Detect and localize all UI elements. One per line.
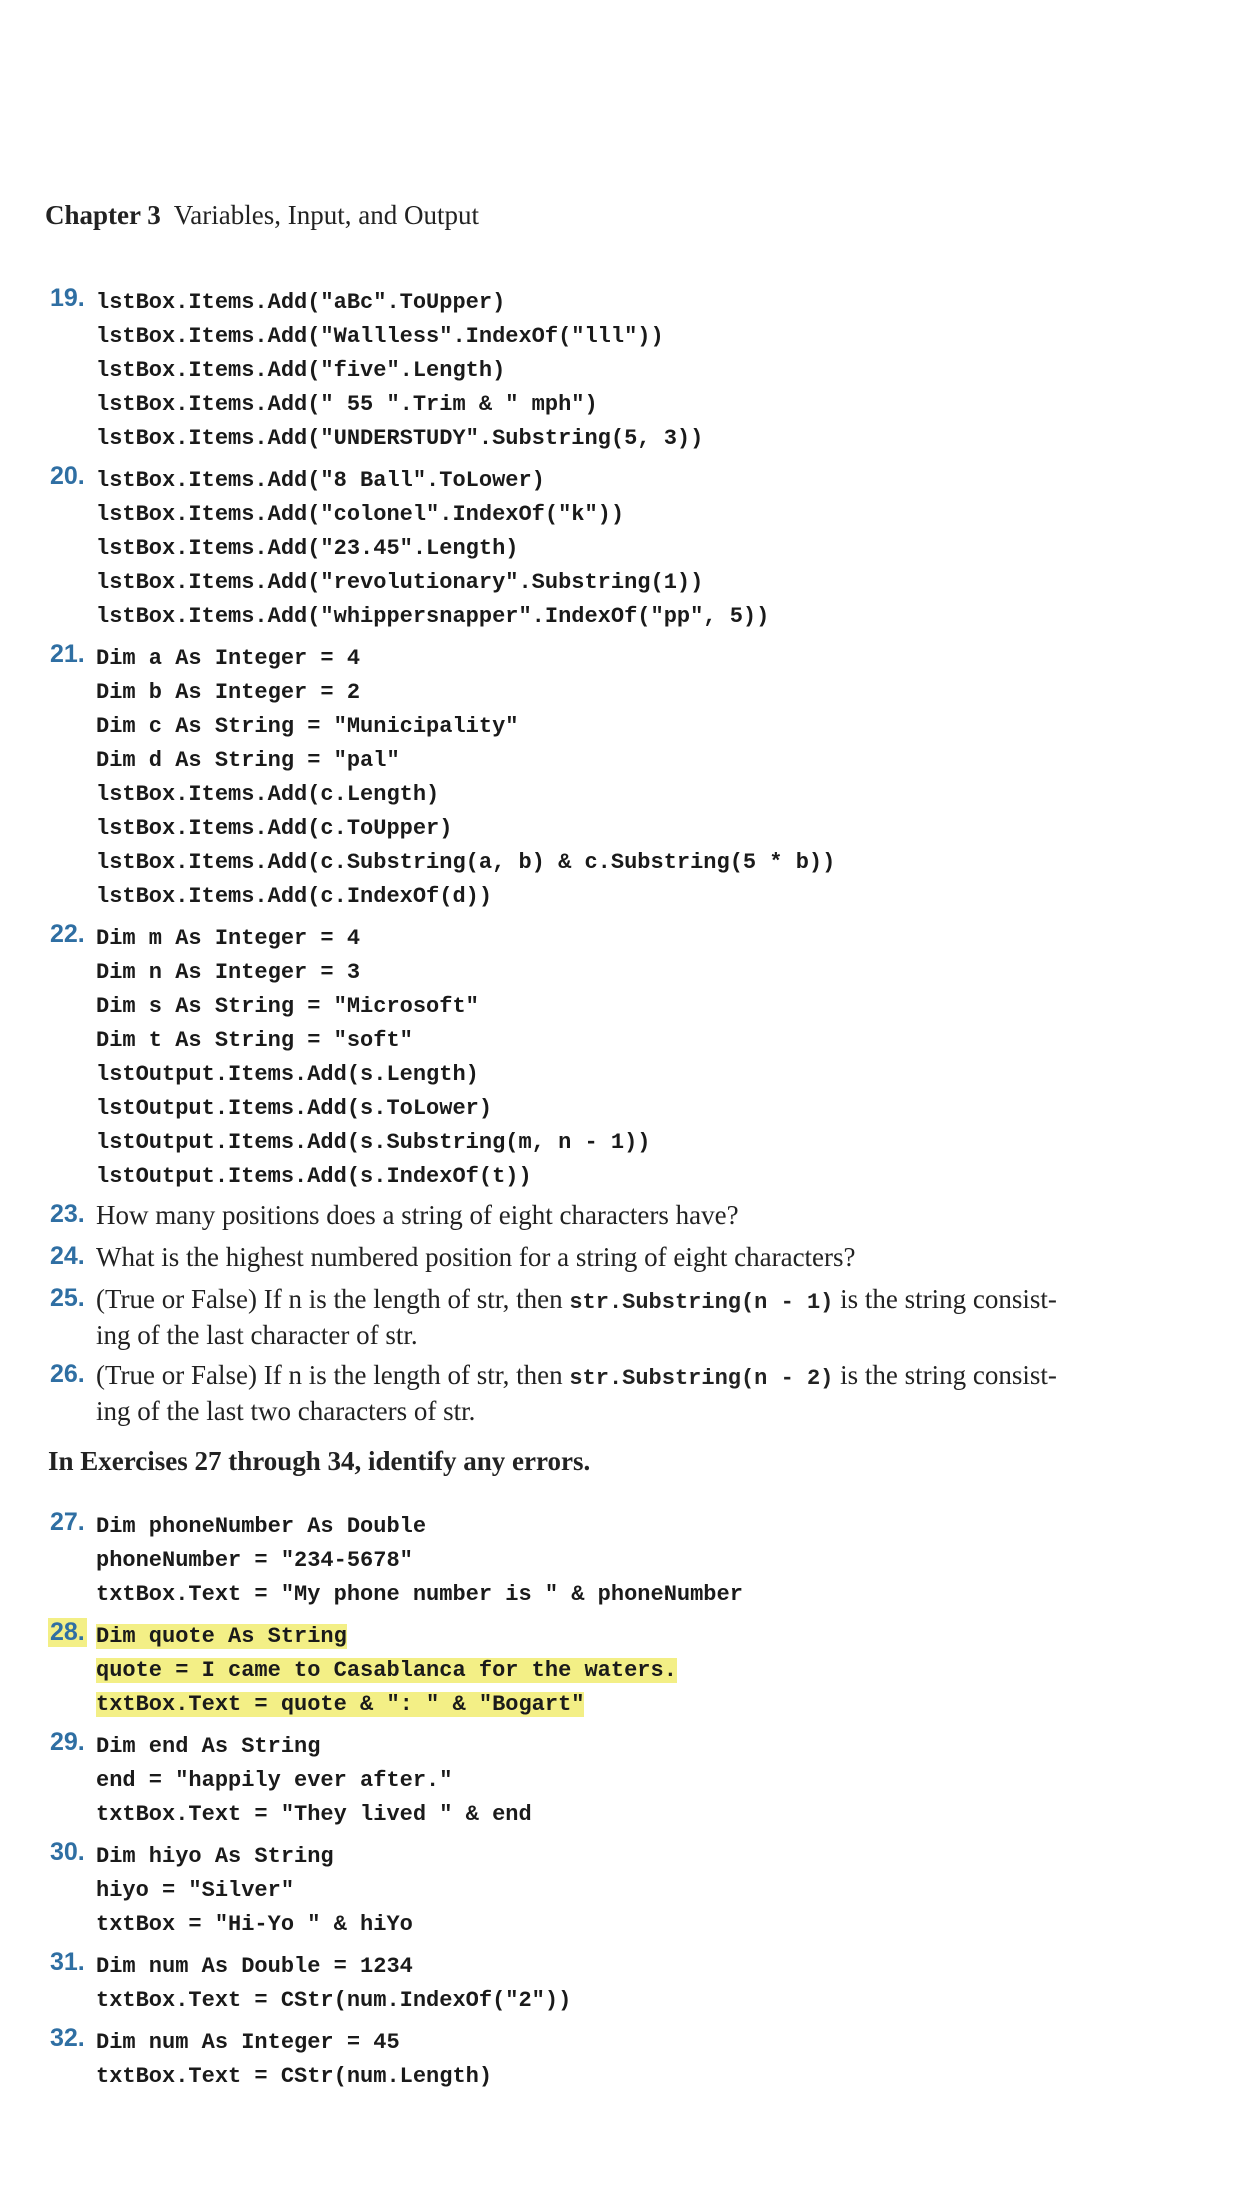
code-line: txtBox.Text = CStr(num.IndexOf("2")) (96, 1988, 572, 2013)
code-line: txtBox.Text = "My phone number is " & phoneNumber (96, 1582, 743, 1607)
exercise-text (96, 1284, 1057, 1315)
exercise-number-32: 32. (50, 2024, 85, 2052)
exercise-text: What is the highest numbered position for a string of eight characters? (96, 1242, 856, 1272)
running-header (45, 200, 479, 231)
exercise-number-30: 30. (50, 1838, 85, 1866)
text-segment: (True or False) If n is the length of str, then (96, 1284, 570, 1314)
code-line: lstBox.Items.Add("UNDERSTUDY".Substring(5, 3)) (96, 426, 704, 451)
code-line: Dim m As Integer = 4 (96, 926, 361, 951)
exercise-number-21: 21. (50, 640, 85, 668)
code-line: Dim num As Integer = 45 (96, 2030, 400, 2055)
code-line: lstOutput.Items.Add(s.ToLower) (96, 1096, 493, 1121)
section-heading: In Exercises 27 through 34, identify any errors. (48, 1446, 591, 1476)
code-line: end = "happily ever after." (96, 1768, 453, 1793)
code-line: lstBox.Items.Add(c.Substring(a, b) & c.Substring(5 * b)) (96, 850, 836, 875)
exercise-text-continued: ing of the last two characters of str. (96, 1396, 476, 1426)
code-line: Dim hiyo As String (96, 1844, 334, 1869)
code-line: txtBox.Text = "They lived " & end (96, 1802, 532, 1827)
code-line: Dim c As String = "Municipality" (96, 714, 519, 739)
exercise-number-26: 26. (50, 1360, 85, 1388)
highlighted-code-line: txtBox.Text = quote & ": " & "Bogart" (96, 1692, 585, 1717)
exercise-number-25: 25. (50, 1284, 85, 1312)
code-line: Dim a As Integer = 4 (96, 646, 361, 671)
text-segment: is the string consist- (833, 1284, 1057, 1314)
code-line: lstBox.Items.Add("Wallless".IndexOf("lll")) (96, 324, 664, 349)
chapter-label: Chapter 3 (45, 200, 161, 230)
exercise-text: How many positions does a string of eight characters have? (96, 1200, 739, 1230)
code-line: lstBox.Items.Add(c.IndexOf(d)) (96, 884, 493, 909)
exercise-number-19: 19. (50, 284, 85, 312)
code-line: lstOutput.Items.Add(s.Substring(m, n - 1)) (96, 1130, 651, 1155)
exercise-text (96, 1360, 1057, 1391)
exercise-number-31: 31. (50, 1948, 85, 1976)
text-segment: is the string consist- (833, 1360, 1057, 1390)
inline-code: str.Substring(n - 2) (569, 1366, 834, 1391)
exercise-text-continued: ing of the last character of str. (96, 1320, 418, 1350)
code-line: Dim num As Double = 1234 (96, 1954, 413, 1979)
code-line: lstBox.Items.Add("colonel".IndexOf("k")) (96, 502, 625, 527)
exercise-number-29: 29. (50, 1728, 85, 1756)
exercise-number-27: 27. (50, 1508, 85, 1536)
code-line: hiyo = "Silver" (96, 1878, 295, 1903)
inline-code: str.Substring(n - 1) (569, 1290, 834, 1315)
code-line: Dim phoneNumber As Double (96, 1514, 427, 1539)
code-line: lstBox.Items.Add("8 Ball".ToLower) (96, 468, 545, 493)
code-line: phoneNumber = "234-5678" (96, 1548, 413, 1573)
code-line: lstOutput.Items.Add(s.IndexOf(t)) (96, 1164, 532, 1189)
code-line: lstOutput.Items.Add(s.Length) (96, 1062, 479, 1087)
code-line: lstBox.Items.Add("23.45".Length) (96, 536, 519, 561)
highlighted-code-line: quote = I came to Casablanca for the waters. (96, 1658, 677, 1683)
highlighted-code-line: Dim quote As String (96, 1624, 347, 1649)
exercise-number-23: 23. (50, 1200, 85, 1228)
code-line: Dim d As String = "pal" (96, 748, 400, 773)
code-line: Dim b As Integer = 2 (96, 680, 361, 705)
code-line: lstBox.Items.Add(c.Length) (96, 782, 440, 807)
chapter-title: Variables, Input, and Output (173, 200, 479, 230)
code-line: Dim end As String (96, 1734, 321, 1759)
code-line: lstBox.Items.Add("aBc".ToUpper) (96, 290, 506, 315)
code-line: Dim n As Integer = 3 (96, 960, 361, 985)
code-line: txtBox.Text = CStr(num.Length) (96, 2064, 493, 2089)
code-line: Dim s As String = "Microsoft" (96, 994, 479, 1019)
exercise-number-20: 20. (50, 462, 85, 490)
code-line: lstBox.Items.Add("revolutionary".Substring(1)) (96, 570, 704, 595)
code-line: lstBox.Items.Add("five".Length) (96, 358, 506, 383)
text-segment: (True or False) If n is the length of str, then (96, 1360, 570, 1390)
exercise-number-22: 22. (50, 920, 85, 948)
exercise-number-28: 28. (50, 1618, 85, 1646)
code-line: txtBox = "Hi-Yo " & hiYo (96, 1912, 413, 1937)
code-line: Dim t As String = "soft" (96, 1028, 413, 1053)
exercise-number-24: 24. (50, 1242, 85, 1270)
code-line: lstBox.Items.Add("whippersnapper".IndexOf("pp", 5)) (96, 604, 770, 629)
code-line: lstBox.Items.Add(c.ToUpper) (96, 816, 453, 841)
code-line: lstBox.Items.Add(" 55 ".Trim & " mph") (96, 392, 598, 417)
